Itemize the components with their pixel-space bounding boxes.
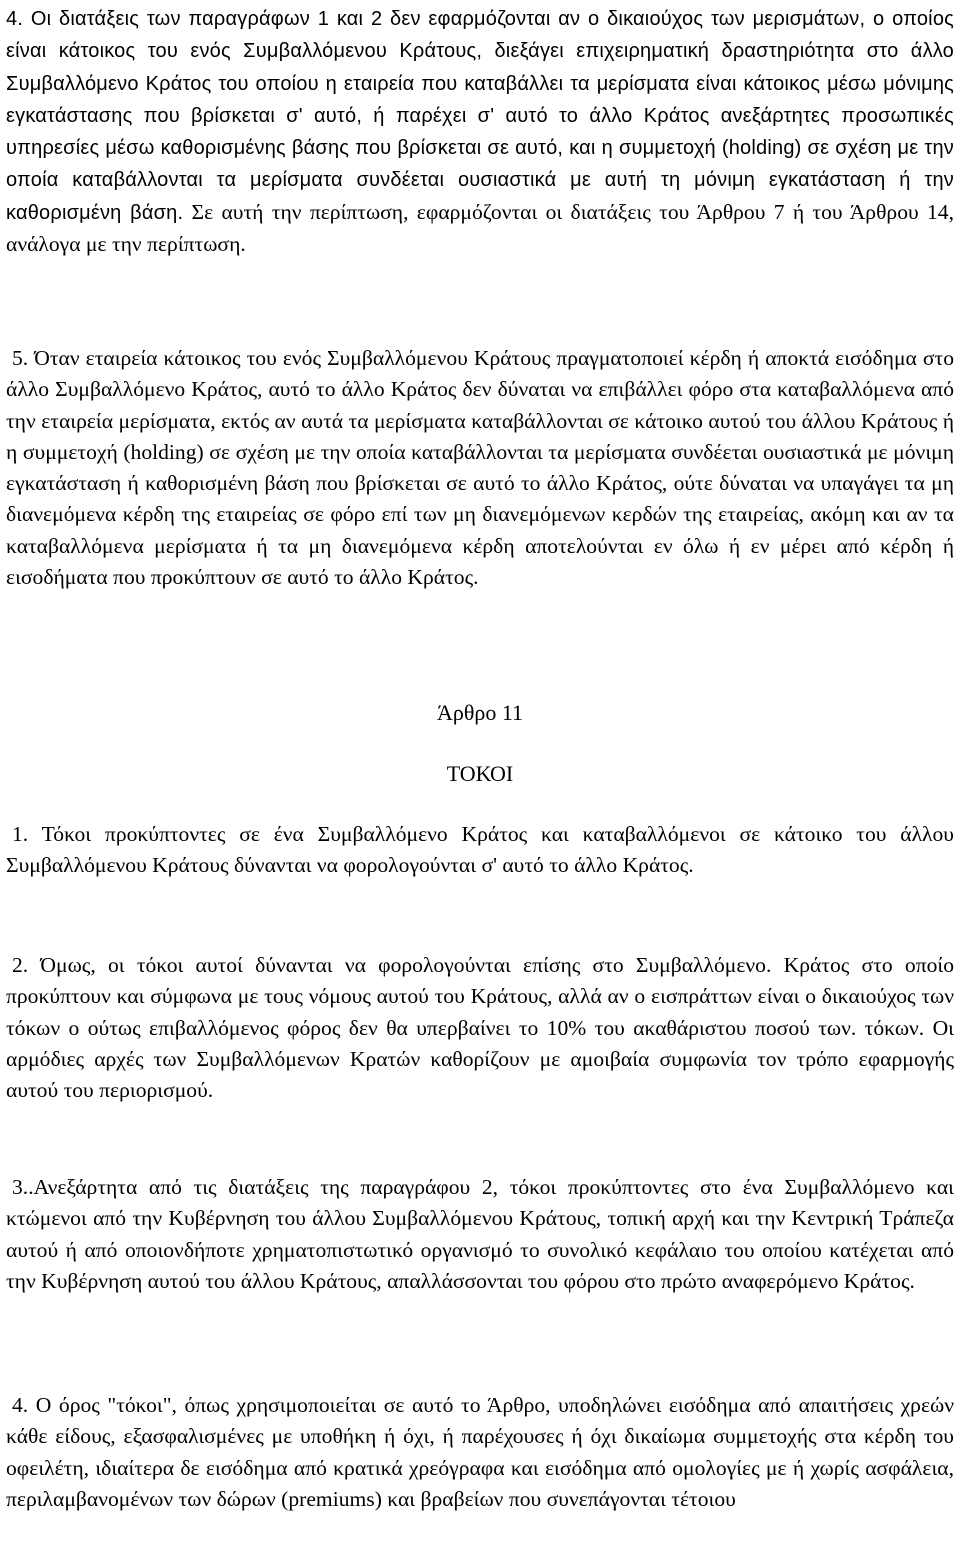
article-title: ΤΟΚΟΙ	[446, 761, 514, 786]
paragraph-5: 5. Όταν εταιρεία κάτοικος του ενός Συμβαλλόμενου Κράτους πραγματοποιεί κέρδη ή αποκτά εισόδημα στο άλλο Συμβαλλόμενο Κράτος, αυτό το άλλο Κράτος δεν δύναται να επιβάλλει φόρο στα καταβαλλόμενα από την εταιρεία μερίσματα, εκτός αν αυτά τα μερίσματα καταβάλλονται σε κάτοικο αυτού του άλλου Κράτους ή η συμμετοχή (holding) σε σχέση με την οποία καταβάλλονται τα μερίσματα συνδέεται ουσιαστικά με μόνιμη εγκατάσταση ή καθορισμένη βάση που βρίσκεται σε αυτό το άλλο Κράτος, ούτε δύναται να υπαγάγει τα μη διανεμόμενα κέρδη της εταιρείας σε φόρο επί των μη διανεμόμενων κερδών της εταιρείας, ακόμη και αν τα καταβαλλόμενα μερίσματα ή τα μη διανεμόμενα κέρδη αποτελούνται εν όλω ή εν μέρει από κέρδη ή εισοδήματα που προκύπτουν σε αυτό το άλλο Κράτος.	[6, 346, 954, 590]
article-paragraph-4: 4. Ο όρος "τόκοι", όπως χρησιμοποιείται σε αυτό το Άρθρο, υποδηλώνει εισόδημα από απαιτήσεις χρεών κάθε είδους, εξασφαλισμένες με υποθήκη ή όχι, ή παρέχουσες ή όχι δικαίωμα συμμετοχής στα κέρδη του οφειλέτη, ιδιαίτερα δε εισόδημα από κρατικά χρεόγραφα και εισόδημα από ομολογίες με ή χωρίς ασφάλεια, περιλαμβανομένων των δώρων (premiums) και βραβείων που συνεπάγονται τέτοιου	[6, 1393, 954, 1511]
article-paragraph-3: 3..Ανεξάρτητα από τις διατάξεις της παραγράφου 2, τόκοι προκύπτοντες στο ένα Συμβαλλόμενο και κτώμενοι από την Κυβέρνηση του άλλου Συμβαλλόμενου Κράτους, τοπική αρχή και την Κεντρική Τράπεζα αυτού ή από οποιονδήποτε χρηματοπιστωτικό οργανισμό το συνολικό κεφάλαιο του οποίου κατέχεται από την Κυβέρνηση αυτού του άλλου Κράτους, απαλλάσσονται του φόρου στο πρώτο αναφερόμενο Κράτος.	[6, 1175, 954, 1293]
article-number: Άρθρο 11	[436, 700, 524, 725]
article-paragraph-2: 2. Όμως, οι τόκοι αυτοί δύνανται να φορολογούνται επίσης στο Συμβαλλόμενο. Κράτος στο οποίο προκύπτουν και σύμφωνα με τους νόμους αυτού του Κράτους, αλλά αν ο εισπράττων είναι ο δικαιούχος των τόκων ο ούτως επιβαλλόμενος φόρος δεν θα υπερβαίνει το 10% του ακαθάριστου ποσού των. τόκων. Οι αρμόδιες αρχές των Συμβαλλόμενων Κρατών καθορίζουν με αμοιβαία συμφωνία τον τρόπο εφαρμογής αυτού του περιορισμού.	[6, 953, 954, 1103]
paragraph-4-text: 4. Οι διατάξεις των παραγράφων 1 και 2 δεν εφαρμόζονται αν ο δικαιούχος των μερισμάτων, ο οποίος είναι κάτοικος του ενός Συμβαλλόμενου Κράτους, διεξάγει επιχειρηματική δραστηριότητα στο άλλο Συμβαλλόμενο Κράτος του οποίου η εταιρεία που καταβάλλει τα μερίσματα είναι κάτοικος μέσω μόνιμης εγκατάστασης που βρίσκεται σ' αυτό, ή παρέχει σ' αυτό το άλλο Κράτος ανεξάρτητες προσωπικές υπηρεσίες μέσω καθορισμένης βάσης που βρίσκεται σε αυτό, και η συμμετοχή (holding) σε σχέση με την οποία καταβάλλονται τα μερίσματα συνδέεται ουσιαστικά με αυτή τη μόνιμη εγκατάσταση ή την καθορισμένη βάση.	[6, 8, 954, 224]
paragraph-4-tail: Σε αυτή την περίπτωση, εφαρμόζονται οι διατάξεις του Άρθρου 7 ή του Άρθρου 14, ανάλογα με την περίπτωση.	[6, 199, 954, 257]
paragraph-4	[6, 3, 954, 260]
article-paragraph-1: 1. Τόκοι προκύπτοντες σε ένα Συμβαλλόμενο Κράτος και καταβαλλόμενοι σε κάτοικο του άλλου Συμβαλλόμενου Κράτους δύνανται να φορολογούνται σ' αυτό το άλλο Κράτος.	[6, 822, 954, 878]
